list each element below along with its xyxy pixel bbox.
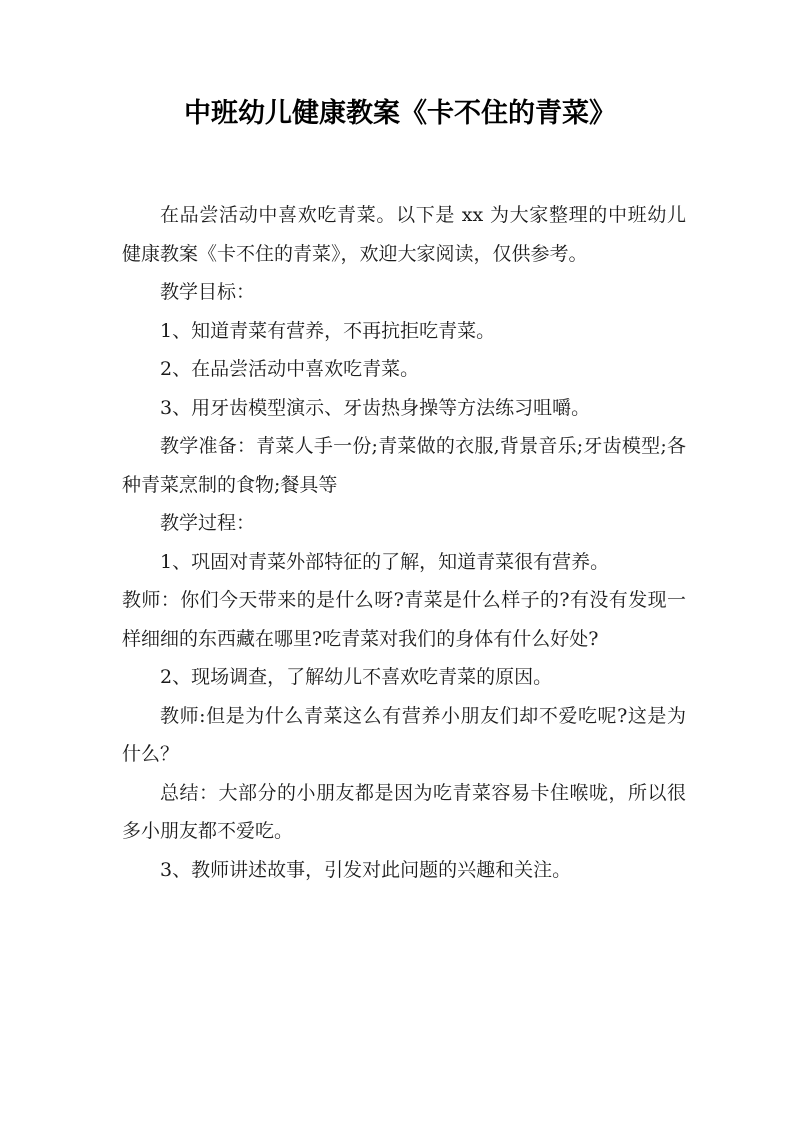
intro-paragraph: 在品尝活动中喜欢吃青菜。以下是 xx 为大家整理的中班幼儿健康教案《卡不住的青菜》，欢迎大家阅读，仅供参考。 bbox=[122, 204, 686, 265]
teacher-dialogue: 教师:但是为什么青菜这么有营养小朋友们却不爱吃呢?这是为什么？ bbox=[122, 704, 686, 765]
objective-item: 1、知道青菜有营养，不再抗拒吃青菜。 bbox=[160, 319, 496, 342]
preparation-paragraph: 教学准备：青菜人手一份;青菜做的衣服,背景音乐;牙齿模型;各种青菜烹制的食物;餐具等 bbox=[122, 435, 686, 496]
teacher-dialogue: 教师：你们今天带来的是什么呀?青菜是什么样子的?有没有发现一样细细的东西藏在哪里?吃青菜对我们的身体有什么好处? bbox=[122, 589, 686, 650]
summary-paragraph: 总结：大部分的小朋友都是因为吃青菜容易卡住喉咙，所以很多小朋友都不爱吃。 bbox=[122, 781, 686, 842]
objective-item: 2、在品尝活动中喜欢吃青菜。 bbox=[160, 358, 420, 380]
process-step: 2、现场调查，了解幼儿不喜欢吃青菜的原因。 bbox=[160, 666, 553, 688]
document-body bbox=[122, 196, 686, 889]
process-step: 3、教师讲述故事，引发对此问题的兴趣和关注。 bbox=[160, 858, 572, 881]
section-heading-process: 教学过程： bbox=[160, 512, 256, 534]
process-step: 1、巩固对青菜外部特征的了解，知道青菜很有营养。 bbox=[160, 550, 610, 573]
section-heading-objectives: 教学目标： bbox=[160, 281, 256, 303]
document-title: 中班幼儿健康教案《卡不住的青菜》 bbox=[184, 98, 616, 129]
objective-item: 3、用牙齿模型演示、牙齿热身操等方法练习咀嚼。 bbox=[160, 396, 591, 419]
